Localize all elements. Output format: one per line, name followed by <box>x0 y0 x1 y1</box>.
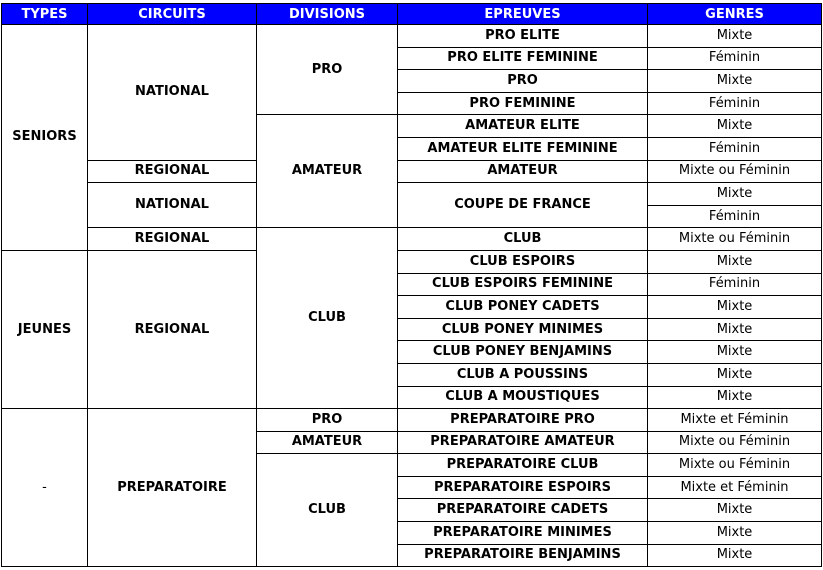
epreuve-cell: PREPARATOIRE CADETS <box>398 499 648 522</box>
header-circuits: CIRCUITS <box>88 4 257 25</box>
genre-cell: Mixte ou Féminin <box>648 160 822 183</box>
epreuve-cell: PRO ELITE FEMININE <box>398 47 648 70</box>
genre-cell: Mixte <box>648 499 822 522</box>
competition-table <box>1 3 822 567</box>
epreuve-cell: PRO <box>398 70 648 93</box>
table-row <box>2 228 822 251</box>
epreuve-cell: CLUB ESPOIRS <box>398 250 648 273</box>
genre-cell: Mixte <box>648 183 822 206</box>
header-divisions: DIVISIONS <box>257 4 398 25</box>
header-epreuves: EPREUVES <box>398 4 648 25</box>
genre-cell: Féminin <box>648 273 822 296</box>
division-cell-pro: PRO <box>257 25 398 115</box>
genre-cell: Mixte <box>648 386 822 409</box>
epreuve-cell: PREPARATOIRE MINIMES <box>398 522 648 545</box>
header-types: TYPES <box>2 4 88 25</box>
genre-cell: Mixte et Féminin <box>648 409 822 432</box>
genre-cell: Mixte <box>648 296 822 319</box>
genre-cell: Mixte ou Féminin <box>648 228 822 251</box>
table-row <box>2 183 822 206</box>
epreuve-cell: PREPARATOIRE AMATEUR <box>398 431 648 454</box>
genre-cell: Mixte <box>648 25 822 48</box>
circuit-cell-regional: REGIONAL <box>88 250 257 408</box>
table-row <box>2 250 822 273</box>
division-cell-pro: PRO <box>257 409 398 432</box>
division-cell-amateur: AMATEUR <box>257 431 398 454</box>
circuit-cell-national: NATIONAL <box>88 183 257 228</box>
genre-cell: Féminin <box>648 92 822 115</box>
table-row <box>2 409 822 432</box>
genre-cell: Mixte <box>648 341 822 364</box>
table-row <box>2 160 822 183</box>
type-cell-jeunes: JEUNES <box>2 250 88 408</box>
type-cell-dash: - <box>2 409 88 567</box>
epreuve-cell: CLUB <box>398 228 648 251</box>
genre-cell: Mixte <box>648 544 822 567</box>
genre-cell: Mixte <box>648 318 822 341</box>
genre-cell: Féminin <box>648 205 822 228</box>
epreuve-cell: CLUB PONEY BENJAMINS <box>398 341 648 364</box>
circuit-cell-regional: REGIONAL <box>88 228 257 251</box>
circuit-cell-national: NATIONAL <box>88 25 257 161</box>
epreuve-cell: CLUB A POUSSINS <box>398 363 648 386</box>
epreuve-cell: AMATEUR <box>398 160 648 183</box>
division-cell-club: CLUB <box>257 454 398 567</box>
epreuve-cell: CLUB A MOUSTIQUES <box>398 386 648 409</box>
epreuve-cell: PRO ELITE <box>398 25 648 48</box>
division-cell-amateur: AMATEUR <box>257 115 398 228</box>
genre-cell: Mixte <box>648 522 822 545</box>
genre-cell: Mixte <box>648 363 822 386</box>
genre-cell: Mixte ou Féminin <box>648 454 822 477</box>
epreuve-cell: AMATEUR ELITE FEMININE <box>398 137 648 160</box>
epreuve-cell: CLUB PONEY CADETS <box>398 296 648 319</box>
type-cell-seniors: SENIORS <box>2 25 88 251</box>
epreuve-cell: CLUB ESPOIRS FEMININE <box>398 273 648 296</box>
epreuve-cell: PREPARATOIRE PRO <box>398 409 648 432</box>
table-row <box>2 25 822 48</box>
genre-cell: Mixte <box>648 70 822 93</box>
epreuve-cell: PREPARATOIRE BENJAMINS <box>398 544 648 567</box>
genre-cell: Mixte et Féminin <box>648 476 822 499</box>
epreuve-cell: AMATEUR ELITE <box>398 115 648 138</box>
division-cell-club: CLUB <box>257 228 398 409</box>
epreuve-cell: COUPE DE FRANCE <box>398 183 648 228</box>
genre-cell: Féminin <box>648 137 822 160</box>
epreuve-cell: CLUB PONEY MINIMES <box>398 318 648 341</box>
epreuve-cell: PREPARATOIRE CLUB <box>398 454 648 477</box>
epreuve-cell: PRO FEMININE <box>398 92 648 115</box>
genre-cell: Mixte <box>648 115 822 138</box>
circuit-cell-regional: REGIONAL <box>88 160 257 183</box>
circuit-cell-preparatoire: PREPARATOIRE <box>88 409 257 567</box>
epreuve-cell: PREPARATOIRE ESPOIRS <box>398 476 648 499</box>
header-row <box>2 4 822 25</box>
header-genres: GENRES <box>648 4 822 25</box>
genre-cell: Mixte ou Féminin <box>648 431 822 454</box>
genre-cell: Mixte <box>648 250 822 273</box>
genre-cell: Féminin <box>648 47 822 70</box>
